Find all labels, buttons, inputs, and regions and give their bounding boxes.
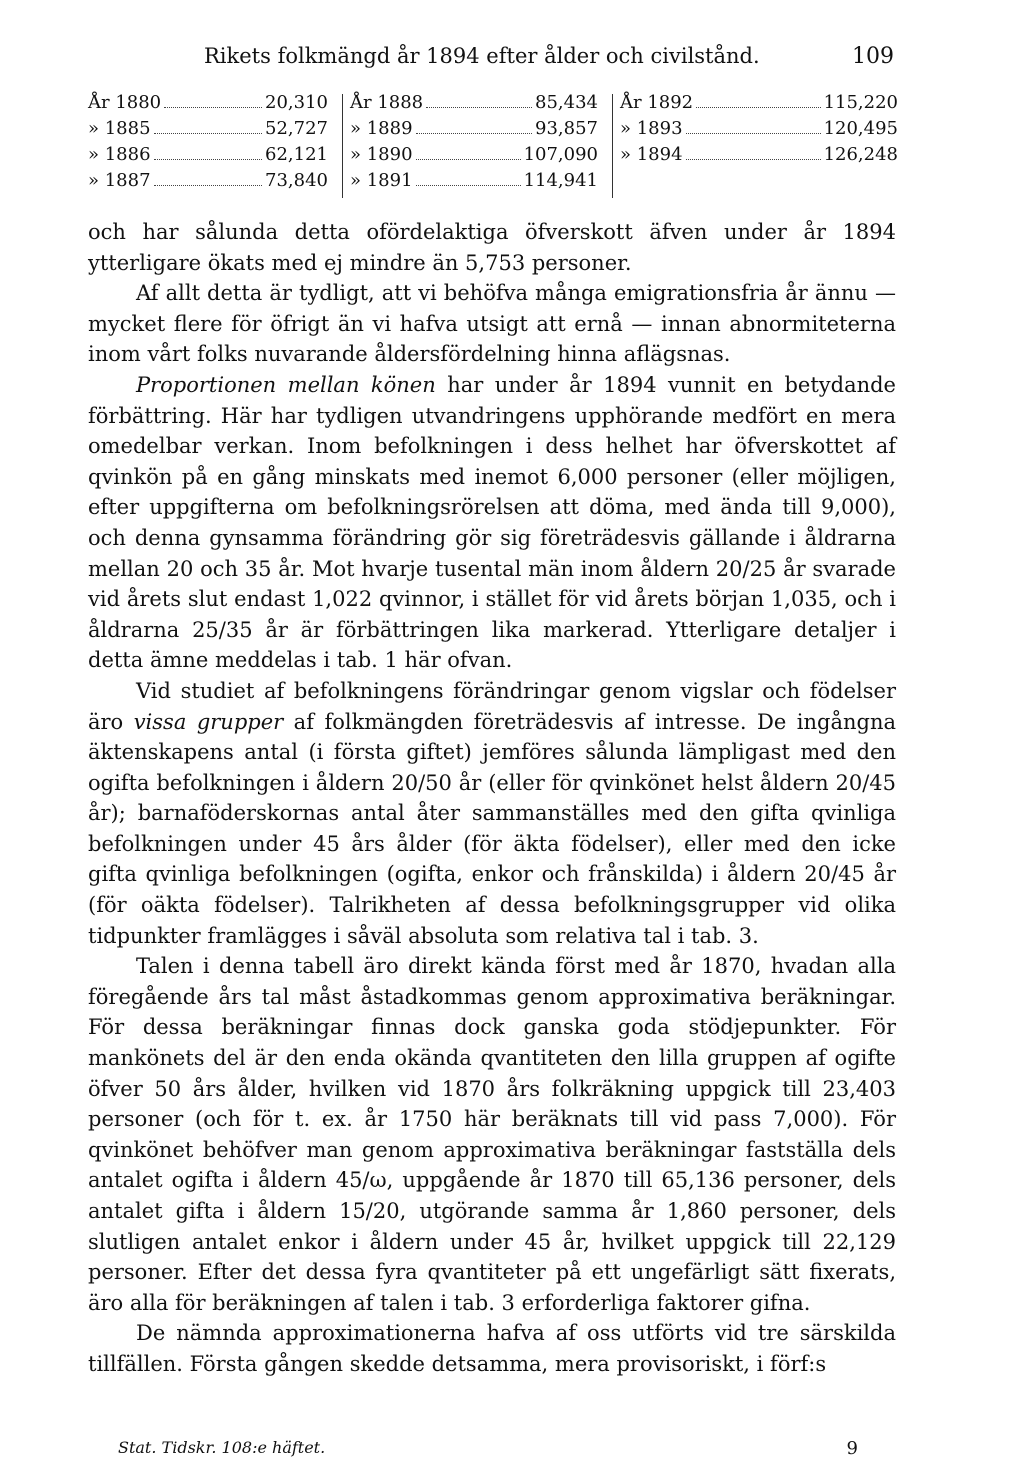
year-label: » 1890: [350, 144, 413, 165]
year-label: » 1891: [350, 170, 413, 191]
year-column-2: [350, 92, 598, 196]
paragraph-3-text: har under år 1894 vunnit en betydande förbättring. Här har tydligen utvandringens upphörande medfört en mera omedelbar verkan. Inom befolkningen i dess helhet har öfverskottet af qvinkön på en gång minskats med inemot 6,000 personer (eller möjligen, efter uppgifterna om befolkningsrörelsen att döma, med ända till 9,000), och denna gynsamma förändring gör sig företrädesvis gällande i åldrarna mellan 20 och 35 år. Mot hvarje tusental män inom åldern 20/25 år svarade vid årets slut endast 1,022 qvinnor, i stället för vid årets början 1,035, och i åldrarna 25/35 år är förbättringen lika markerad. Ytterligare detaljer i detta ämne meddelas i tab. 1 här ofvan.: [88, 372, 896, 673]
year-value: 62,121: [265, 144, 328, 165]
page-number: 109: [852, 44, 894, 69]
body-text: [88, 217, 896, 1380]
column-divider: [342, 94, 343, 198]
year-value: 52,727: [265, 118, 328, 139]
year-label: » 1885: [88, 118, 151, 139]
year-label: » 1887: [88, 170, 151, 191]
running-header: [204, 44, 894, 76]
year-value: 73,840: [265, 170, 328, 191]
year-row: [88, 144, 328, 170]
year-row: [350, 118, 598, 144]
year-label: » 1893: [620, 118, 683, 139]
leader-dots: [154, 159, 262, 160]
leader-dots: [154, 185, 262, 186]
leader-dots: [416, 185, 521, 186]
year-row: [620, 144, 898, 170]
paragraph-4-text-a: Vid studiet af befolkningens förändringar genom vigslar och födelser äro: [88, 678, 896, 734]
paragraph-6: De nämnda approximationerna hafva af oss utförts vid tre särskilda tillfällen. Första gången skedde detsamma, mera provisoriskt, i förf:s: [88, 1321, 896, 1376]
footer-source: Stat. Tidskr. 108:e häftet.: [118, 1438, 326, 1457]
leader-dots: [164, 107, 262, 108]
leader-dots: [416, 159, 521, 160]
running-title: Rikets folkmängd år 1894 efter ålder och civilstånd.: [204, 44, 760, 68]
column-divider: [612, 94, 613, 198]
year-row: [620, 92, 898, 118]
leader-dots: [416, 133, 532, 134]
leader-dots: [696, 107, 820, 108]
year-row: [350, 144, 598, 170]
year-row: [88, 170, 328, 196]
year-row: [350, 170, 598, 196]
year-row: [350, 92, 598, 118]
paragraph-5: Talen i denna tabell äro direkt kända först med år 1870, hvadan alla föregående års tal måst åstadkommas genom approximativa beräkningar. För dessa beräkningar finnas dock ganska goda stödjepunkter. För mankönets del är den enda okända qvantiteten den lilla gruppen af ogifte öfver 50 års ålder, hvilken vid 1870 års folkräkning uppgick till 23,403 personer (och för t. ex. år 1750 här beräknats till vid pass 7,000). För qvinkönet behöfver man genom approximativa beräkningar fastställa dels antalet ogifta i åldern 45/ω, uppgående år 1870 till 65,136 personer, dels antalet gifta i åldern 15/20, utgörande samma år 1,860 personer, dels slutligen antalet enkor i åldern under 45 år, hvilket uppgick till 22,129 personer. Efter det dessa fyra qvantiteter på ett ungefärligt sätt fixerats, äro alla för beräkningen af talen i tab. 3 erforderliga faktorer gifna.: [88, 954, 896, 1315]
year-value: 114,941: [523, 170, 598, 191]
leader-dots: [426, 107, 532, 108]
year-label: År 1888: [350, 92, 424, 113]
year-row: [88, 118, 328, 144]
population-by-year-table: [88, 92, 898, 204]
leader-dots: [686, 159, 821, 160]
year-column-3: [620, 92, 898, 170]
year-label: » 1886: [88, 144, 151, 165]
emphasis-vissa-grupper: vissa grupper: [133, 709, 284, 734]
leader-dots: [686, 133, 821, 134]
year-value: 126,248: [823, 144, 898, 165]
year-row: [88, 92, 328, 118]
page-footer: [118, 1438, 858, 1464]
year-value: 120,495: [823, 118, 898, 139]
year-value: 115,220: [823, 92, 898, 113]
leader-dots: [154, 133, 262, 134]
year-label: År 1892: [620, 92, 694, 113]
year-row: [620, 118, 898, 144]
signature-mark: 9: [846, 1438, 858, 1459]
paragraph-1: och har sålunda detta ofördelaktiga öfverskott äfven under år 1894 ytterligare ökats med ej mindre än 5,753 personer.: [88, 220, 896, 275]
year-label: » 1894: [620, 144, 683, 165]
paragraph-2: Af allt detta är tydligt, att vi behöfva många emigrationsfria år ännu — mycket flere för öfrigt än vi hafva utsigt att ernå — innan abnormiteterna inom vårt folks nuvarande åldersfördelning hinna aflägsnas.: [88, 281, 896, 367]
year-value: 20,310: [265, 92, 328, 113]
year-value: 85,434: [535, 92, 598, 113]
year-column-1: [88, 92, 328, 196]
emphasis-proportionen: Proportionen mellan könen: [136, 372, 436, 397]
paragraph-4-text-b: af folkmängden företrädesvis af intresse. De ingångna äktenskapens antal (i första giftet) jemföres sålunda lämpligast med den ogifta befolkningen i åldern 20/50 år (eller för qvinkönet helst åldern 20/45 år); barnaföderskornas antal åter sammanställes med den gifta qvinliga befolkningen under 45 års ålder (för äkta födelser), eller med den icke gifta qvinliga befolkningen (ogifta, enkor och frånskilda) i åldern 20/45 år (för oäkta födelser). Talrikheten af dessa befolkningsgrupper vid olika tidpunkter framlägges i såväl absoluta som relativa tal i tab. 3.: [88, 709, 896, 948]
paragraph-4: [88, 676, 896, 951]
year-value: 93,857: [535, 118, 598, 139]
year-label: År 1880: [88, 92, 162, 113]
year-label: » 1889: [350, 118, 413, 139]
year-value: 107,090: [523, 144, 598, 165]
paragraph-3: [88, 370, 896, 676]
